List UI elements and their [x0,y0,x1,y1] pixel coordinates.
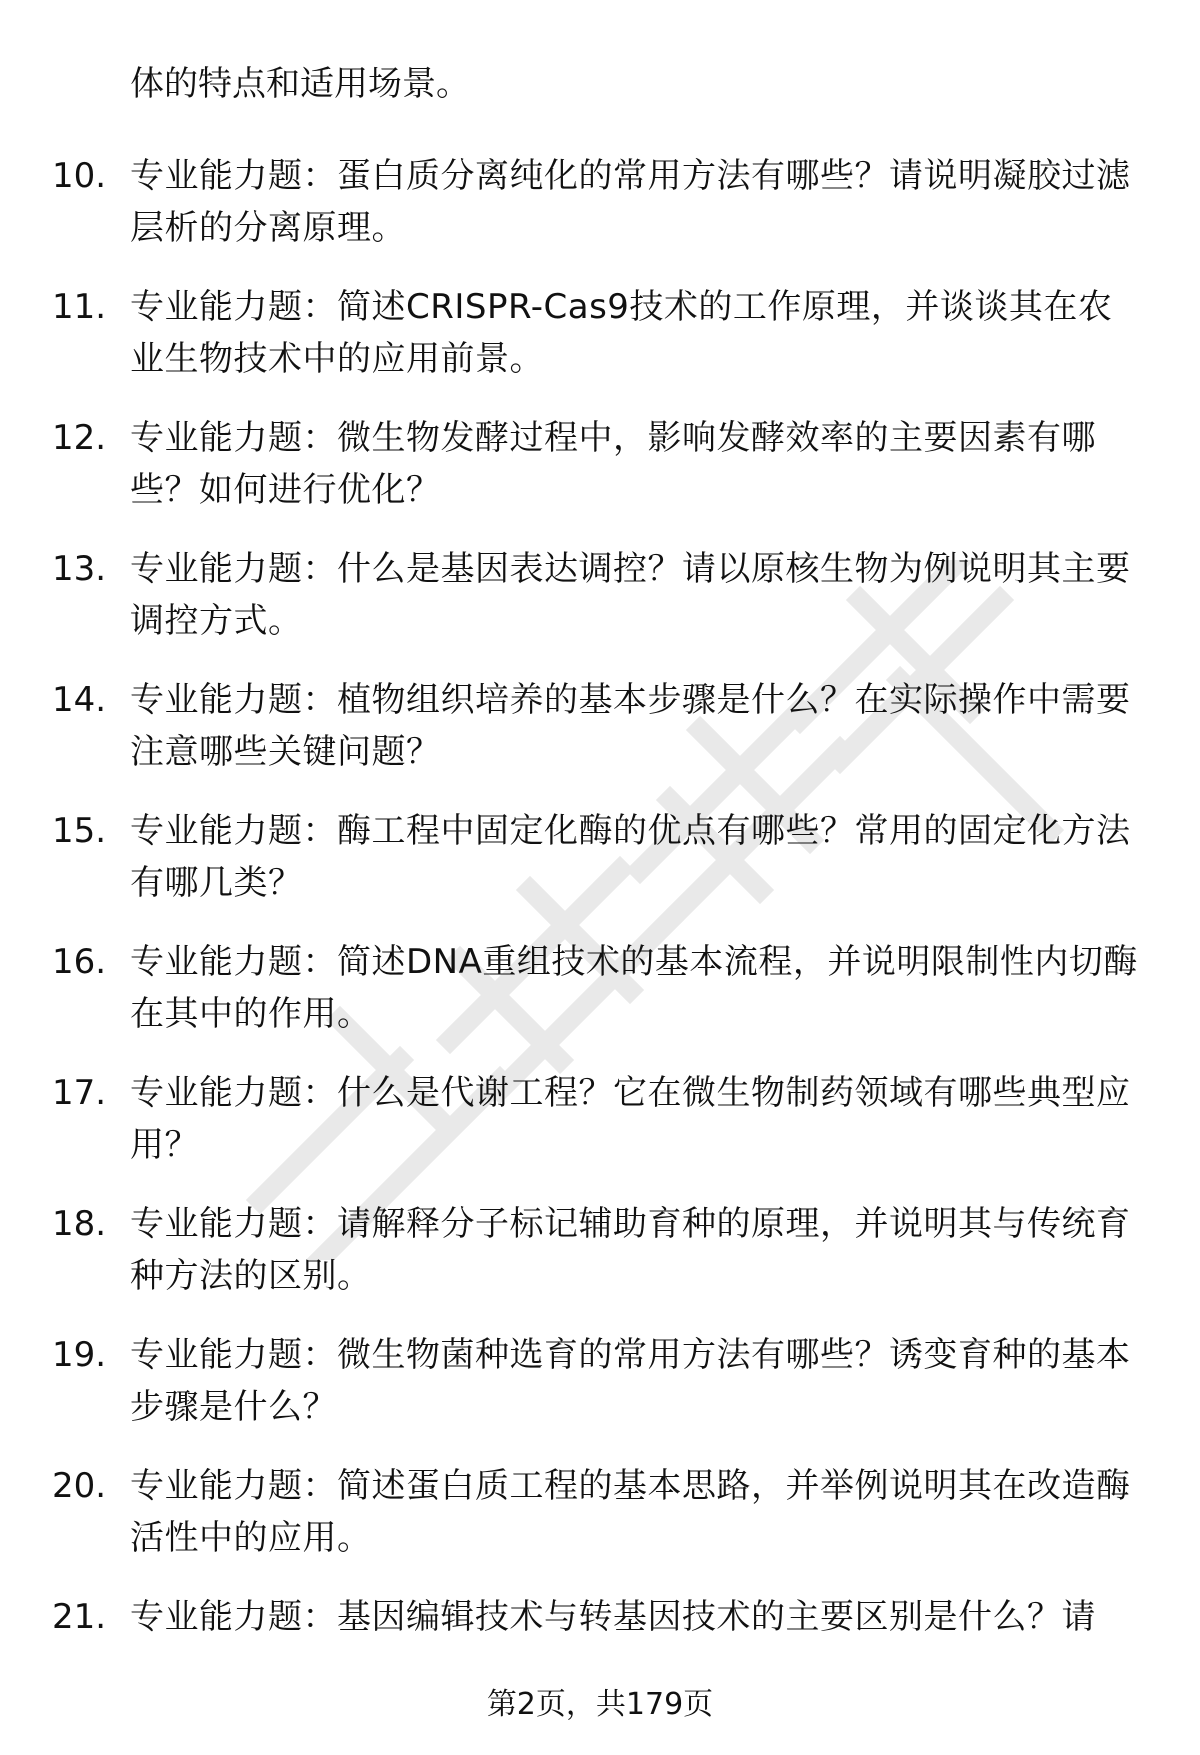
question-text: 专业能力题：请解释分子标记辅助育种的原理，并说明其与传统育种方法的区别。 [130,1204,1131,1296]
question-number: 20. [52,1466,107,1506]
list-item [0,1198,1200,1329]
list-item [0,1329,1200,1460]
question-number: 14. [52,680,107,720]
list-item [0,674,1200,805]
question-text: 专业能力题：什么是代谢工程？它在微生物制药领域有哪些典型应用？ [130,1073,1131,1165]
question-text: 专业能力题：基因编辑技术与转基因技术的主要区别是什么？请 [130,1597,1096,1637]
list-item [0,543,1200,674]
question-number: 13. [52,549,107,589]
page-footer: 第2页，共179页 [486,1687,714,1722]
continuation-text: 体的特点和适用场景。 [130,64,470,104]
question-text: 专业能力题：简述CRISPR-Cas9技术的工作原理，并谈谈其在农业生物技术中的应用前景。 [130,287,1113,379]
question-text: 专业能力题：酶工程中固定化酶的优点有哪些？常用的固定化方法有哪几类？ [130,811,1131,903]
question-list [0,150,1200,1722]
question-text: 专业能力题：微生物发酵过程中，影响发酵效率的主要因素有哪些？如何进行优化？ [130,418,1096,510]
list-item [0,412,1200,543]
question-number: 17. [52,1073,107,1113]
list-item [0,281,1200,412]
question-number: 10. [52,156,107,196]
question-number: 16. [52,942,107,982]
question-text: 专业能力题：微生物菌种选育的常用方法有哪些？诱变育种的基本步骤是什么？ [130,1335,1131,1427]
question-number: 12. [52,418,107,458]
question-number: 11. [52,287,107,327]
list-item [0,1067,1200,1198]
question-number: 15. [52,811,107,851]
list-item [0,150,1200,281]
question-text: 专业能力题：蛋白质分离纯化的常用方法有哪些？请说明凝胶过滤层析的分离原理。 [130,156,1131,248]
question-number: 18. [52,1204,107,1244]
question-text: 专业能力题：简述DNA重组技术的基本流程，并说明限制性内切酶在其中的作用。 [130,942,1138,1034]
question-number: 19. [52,1335,107,1375]
list-item [0,936,1200,1067]
question-text: 专业能力题：什么是基因表达调控？请以原核生物为例说明其主要调控方式。 [130,549,1131,641]
question-number: 21. [52,1597,107,1637]
question-text: 专业能力题：简述蛋白质工程的基本思路，并举例说明其在改造酶活性中的应用。 [130,1466,1131,1558]
list-item [0,805,1200,936]
question-text: 专业能力题：植物组织培养的基本步骤是什么？在实际操作中需要注意哪些关键问题？ [130,680,1131,772]
list-item [0,1460,1200,1591]
